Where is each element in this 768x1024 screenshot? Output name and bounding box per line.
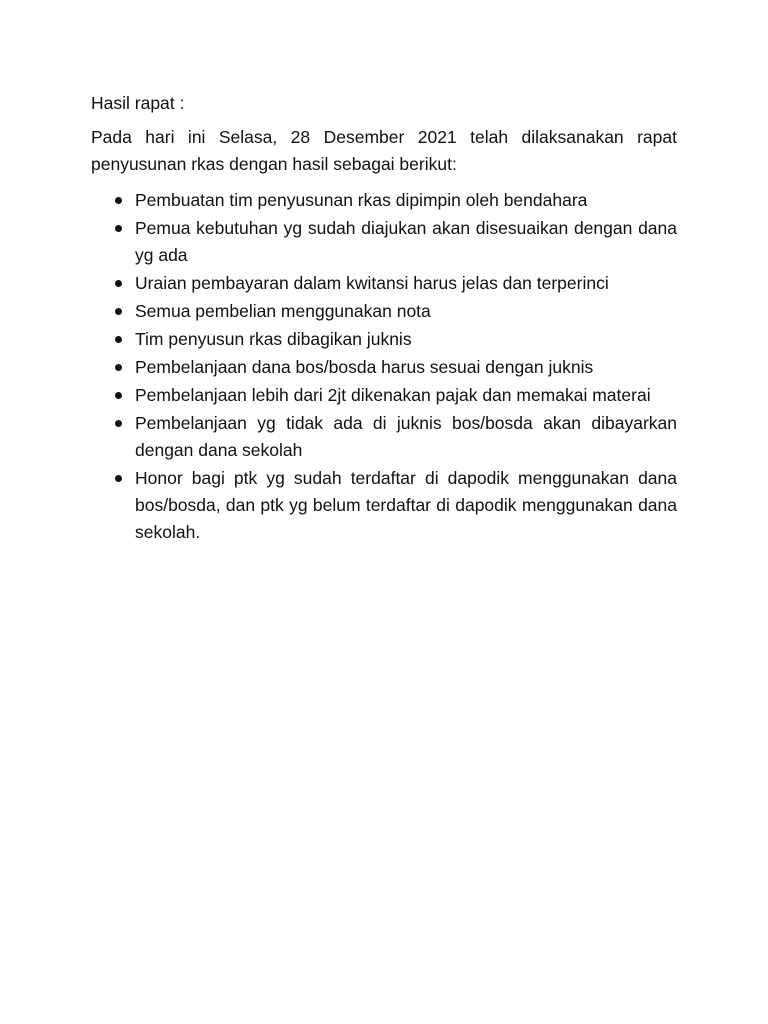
list-item (91, 410, 677, 464)
bullet-icon (115, 392, 122, 399)
document-heading: Hasil rapat : (91, 93, 185, 113)
list-item (91, 326, 677, 353)
intro-paragraph: Pada hari ini Selasa, 28 Desember 2021 telah dilaksanakan rapat penyusunan rkas dengan hasil sebagai berikut: (91, 127, 677, 174)
bullet-icon (115, 420, 122, 427)
bullet-icon (115, 336, 122, 343)
list-item (91, 354, 677, 381)
list-item-text: Tim penyusun rkas dibagikan juknis (135, 329, 412, 349)
list-item (91, 382, 677, 409)
list-item (91, 215, 677, 269)
list-item-text: Semua pembelian menggunakan nota (135, 301, 431, 321)
list-item-text: Uraian pembayaran dalam kwitansi harus jelas dan terperinci (135, 273, 609, 293)
bullet-list (91, 187, 677, 546)
list-item (91, 270, 677, 297)
list-item-text: Pembelanjaan dana bos/bosda harus sesuai dengan juknis (135, 357, 594, 377)
bullet-icon (115, 280, 122, 287)
list-item-text: Pembelanjaan lebih dari 2jt dikenakan pajak dan memakai materai (135, 385, 651, 405)
bullet-icon (115, 197, 122, 204)
list-item (91, 465, 677, 546)
bullet-icon (115, 225, 122, 232)
list-item-text: Pemua kebutuhan yg sudah diajukan akan disesuaikan dengan dana yg ada (135, 218, 677, 265)
list-item-text: Honor bagi ptk yg sudah terdaftar di dapodik menggunakan dana bos/bosda, dan ptk yg belum terdaftar di dapodik menggunakan dana sekolah. (135, 468, 677, 542)
list-item-text: Pembelanjaan yg tidak ada di juknis bos/bosda akan dibayarkan dengan dana sekolah (135, 413, 677, 460)
document-page (91, 90, 677, 547)
list-item (91, 187, 677, 214)
bullet-icon (115, 364, 122, 371)
bullet-icon (115, 308, 122, 315)
list-item-text: Pembuatan tim penyusunan rkas dipimpin oleh bendahara (135, 190, 588, 210)
list-item (91, 298, 677, 325)
bullet-icon (115, 475, 122, 482)
